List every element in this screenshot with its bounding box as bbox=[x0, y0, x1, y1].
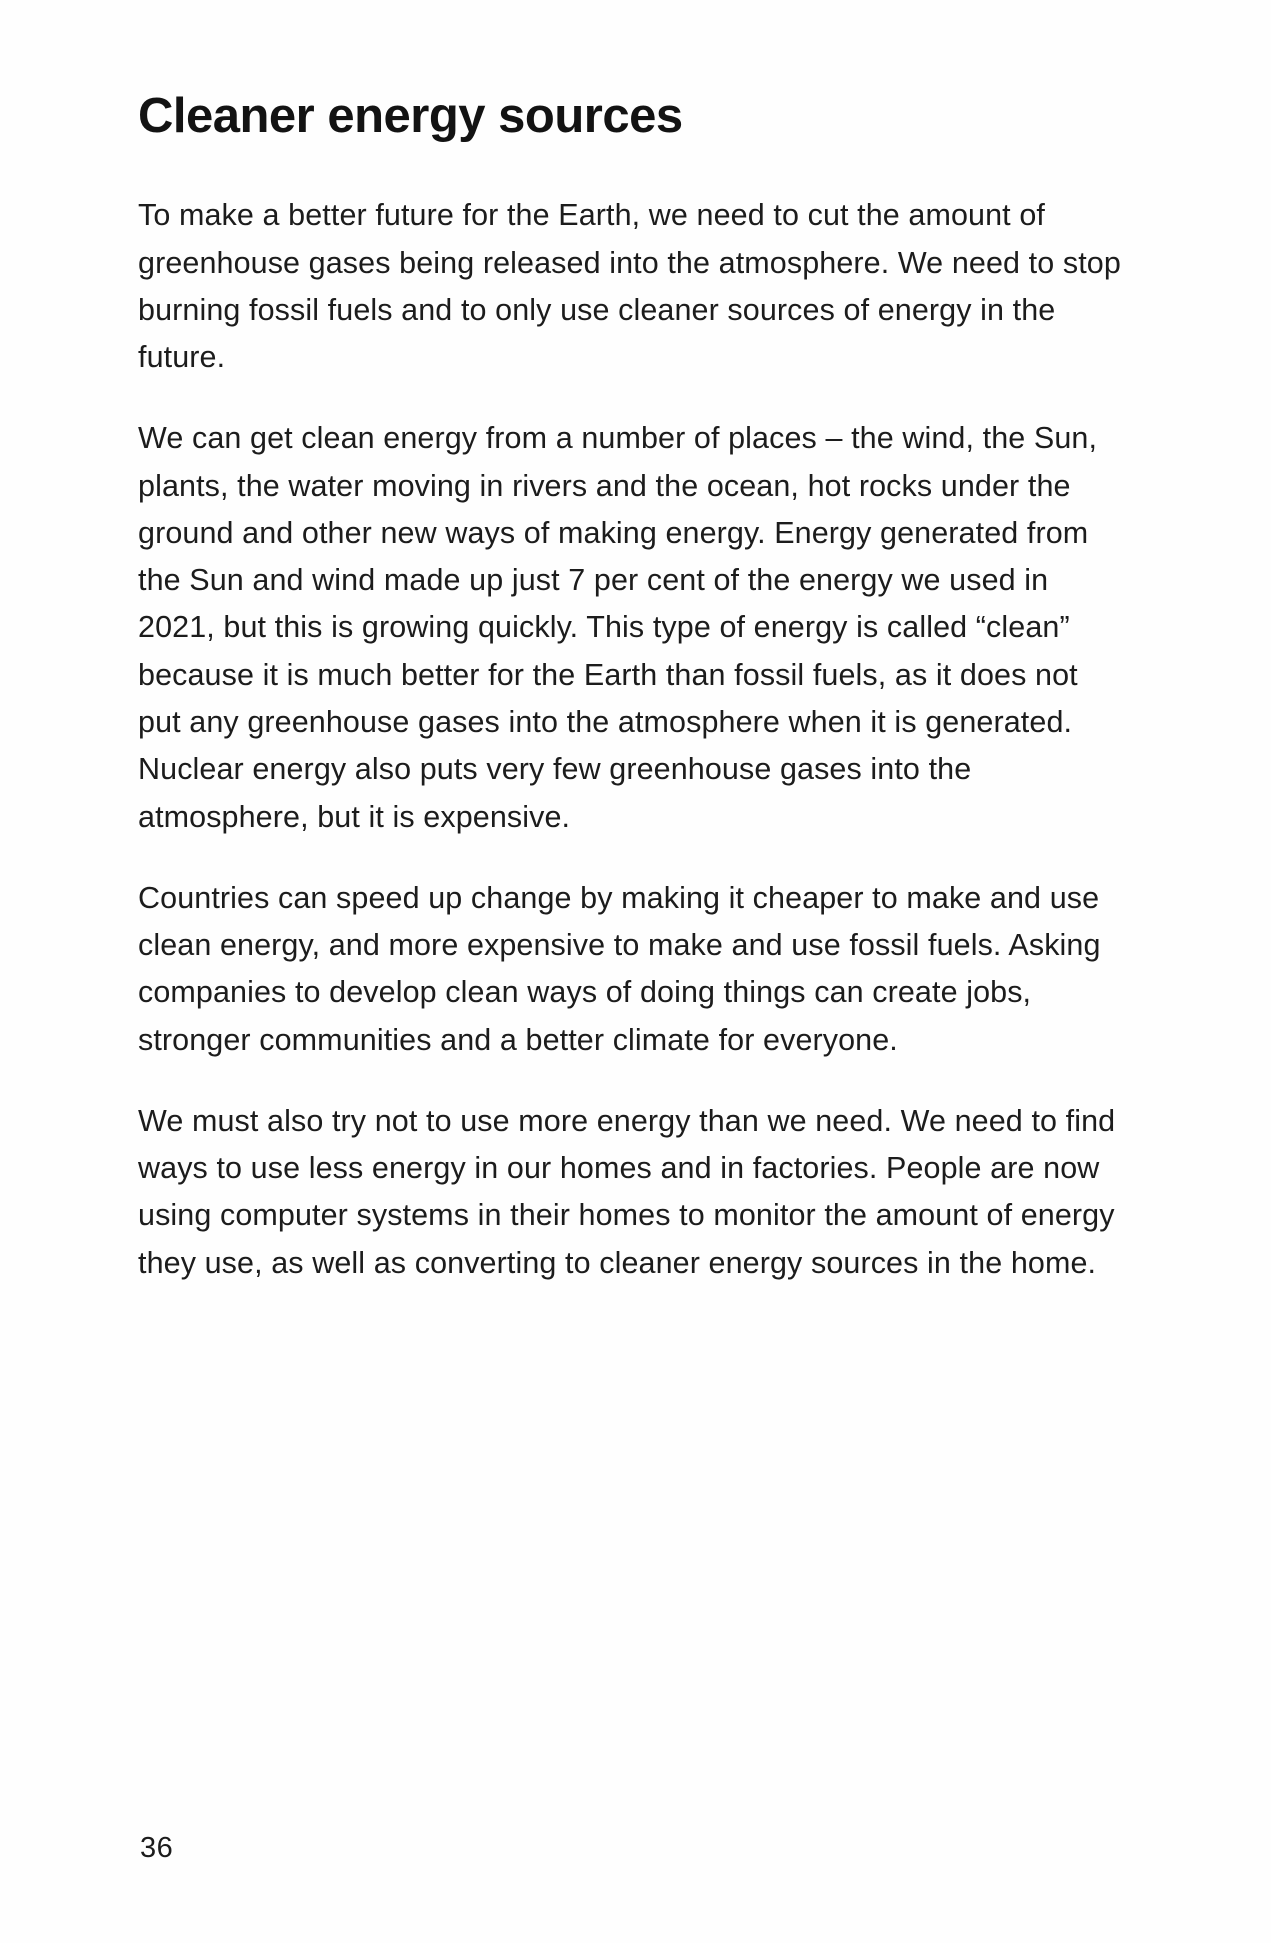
body-paragraph-4: We must also try not to use more energy than we need. We need to find ways to use less energy in our homes and in factories. People are now using computer systems in their homes to monitor the amount of energy they use, as well as converting to cleaner energy sources in the home. bbox=[138, 1103, 1116, 1280]
body-paragraph-2: We can get clean energy from a number of places – the wind, the Sun, plants, the water moving in rivers and the ocean, hot rocks under the ground and other new ways of making energy. Energy generated from the Sun and wind made up just 7 per cent of the energy we used in 2021, but this is growing quickly. This type of energy is called “clean” because it is much better for the Earth than fossil fuels, as it does not put any greenhouse gases into the atmosphere when it is generated. Nuclear energy also puts very few greenhouse gases into the atmosphere, but it is expensive. bbox=[138, 421, 1098, 834]
page-title: Cleaner energy sources bbox=[138, 89, 683, 143]
body-paragraph-1: To make a better future for the Earth, we need to cut the amount of greenhouse gases being released into the atmosphere. We need to stop burning fossil fuels and to only use cleaner sources of energy in the future. bbox=[138, 198, 1121, 375]
body-paragraph-3: Countries can speed up change by making it cheaper to make and use clean energy, and more expensive to make and use fossil fuels. Asking companies to develop clean ways of doing things can create jobs, stronger communities and a better climate for everyone. bbox=[138, 880, 1101, 1057]
page-number: 36 bbox=[140, 1832, 174, 1864]
